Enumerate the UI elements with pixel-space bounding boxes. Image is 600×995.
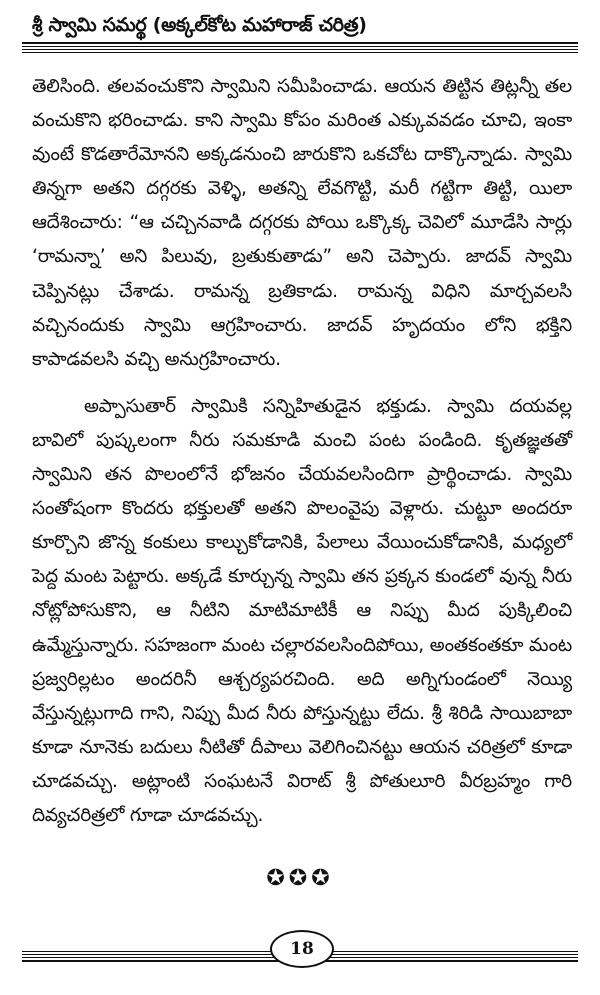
- paragraph-2: అప్పాసుతార్ స్వామికి సన్నిహితుడైన భక్తుడు. స్వామి దయవల్ల బావిలో పుష్కలంగా నీరు సమకూడి మంచి పంట పండింది. కృతజ్ఞతతో స్వామిని తన పొలంలోనే భోజనం చేయవలసిందిగా ప్రార్థించాడు. స్వామి సంతోషంగా కొందరు భక్తులతో అతని పొలంవైపు వెళ్లారు. చుట్టూ అందరూ కూర్చొని జొన్న కంకులు కాల్చుకోడానికి, పేలాలు వేయించుకోడానికి, మధ్యలో పెద్ద మంట పెట్టారు. అక్కడే కూర్చున్న స్వామి తన ప్రక్కన కుండలో వున్న నీరు నోట్లోపోసుకొని, ఆ నీటిని మాటిమాటికీ ఆ నిప్పు మీద పుక్కిలించి ఉమ్మేస్తున్నారు. సహజంగా మంట చల్లారవలసిందిపోయి, అంతకంతకూ మంట ప్రజ్వరిల్లటం అందరినీ ఆశ్చర్యపరచింది. అది అగ్నిగుండంలో నెయ్యి వేస్తున్నట్లుగాది గాని, నిప్పు మీద నీరు పోస్తున్నట్టు లేదు. శ్రీ శిరిడి సాయిబాబా కూడా నూనెకు బదులు నీటితో దీపాలు వెలిగించినట్టు ఆయన చరిత్రలో కూడా చూడవచ్చు. అట్లాంటి సంఘటనే విరాట్ శ్రీ పోతులూరి వీరబ్రహ్మం గారి దివ్యచరిత్రలో గూడా చూడవచ్చు.: [32, 395, 572, 826]
- page-number: 18: [270, 930, 334, 968]
- running-title: శ్రీ స్వామి సమర్థ (అక్కల్‌కోట మహారాజ్ చరిత్ర): [32, 14, 367, 36]
- section-separator-stars: ✪✪✪: [266, 866, 334, 891]
- header-rule: [22, 42, 578, 53]
- body-text: [32, 70, 572, 833]
- paragraph-1: తెలిసింది. తలవంచుకొని స్వామిని సమీపించాడు. ఆయన తిట్టిన తిట్లన్నీ తల వంచుకొని భరించాడు. కాని స్వామి కోపం మరింత ఎక్కువవడం చూచి, ఇంకా వుంటే కొడతారేమోనని అక్కడనుంచి జారుకొని ఒకచోట దాక్కొన్నాడు. స్వామి తిన్నగా అతని దగ్గరకు వెళ్ళి, అతన్ని లేవగొట్టి, మరీ గట్టిగా తిట్టి, యిలా ఆదేశించారు: “ఆ చచ్చినవాడి దగ్గరకు పోయి ఒక్కొక్క చెవిలో మూడేసి సార్లు ‘రామన్నా’ అని పిలువు, బ్రతుకుతాడు” అని చెప్పారు. జాదవ్ స్వామి చెప్పినట్లు చేశాడు. రామన్న బ్రతికాడు. రామన్న విధిని మార్చవలసి వచ్చినందుకు స్వామి ఆగ్రహించారు. జాదవ్ హృదయం లోని భక్తిని కాపాడవలసి వచ్చి అనుగ్రహించారు.: [32, 76, 572, 370]
